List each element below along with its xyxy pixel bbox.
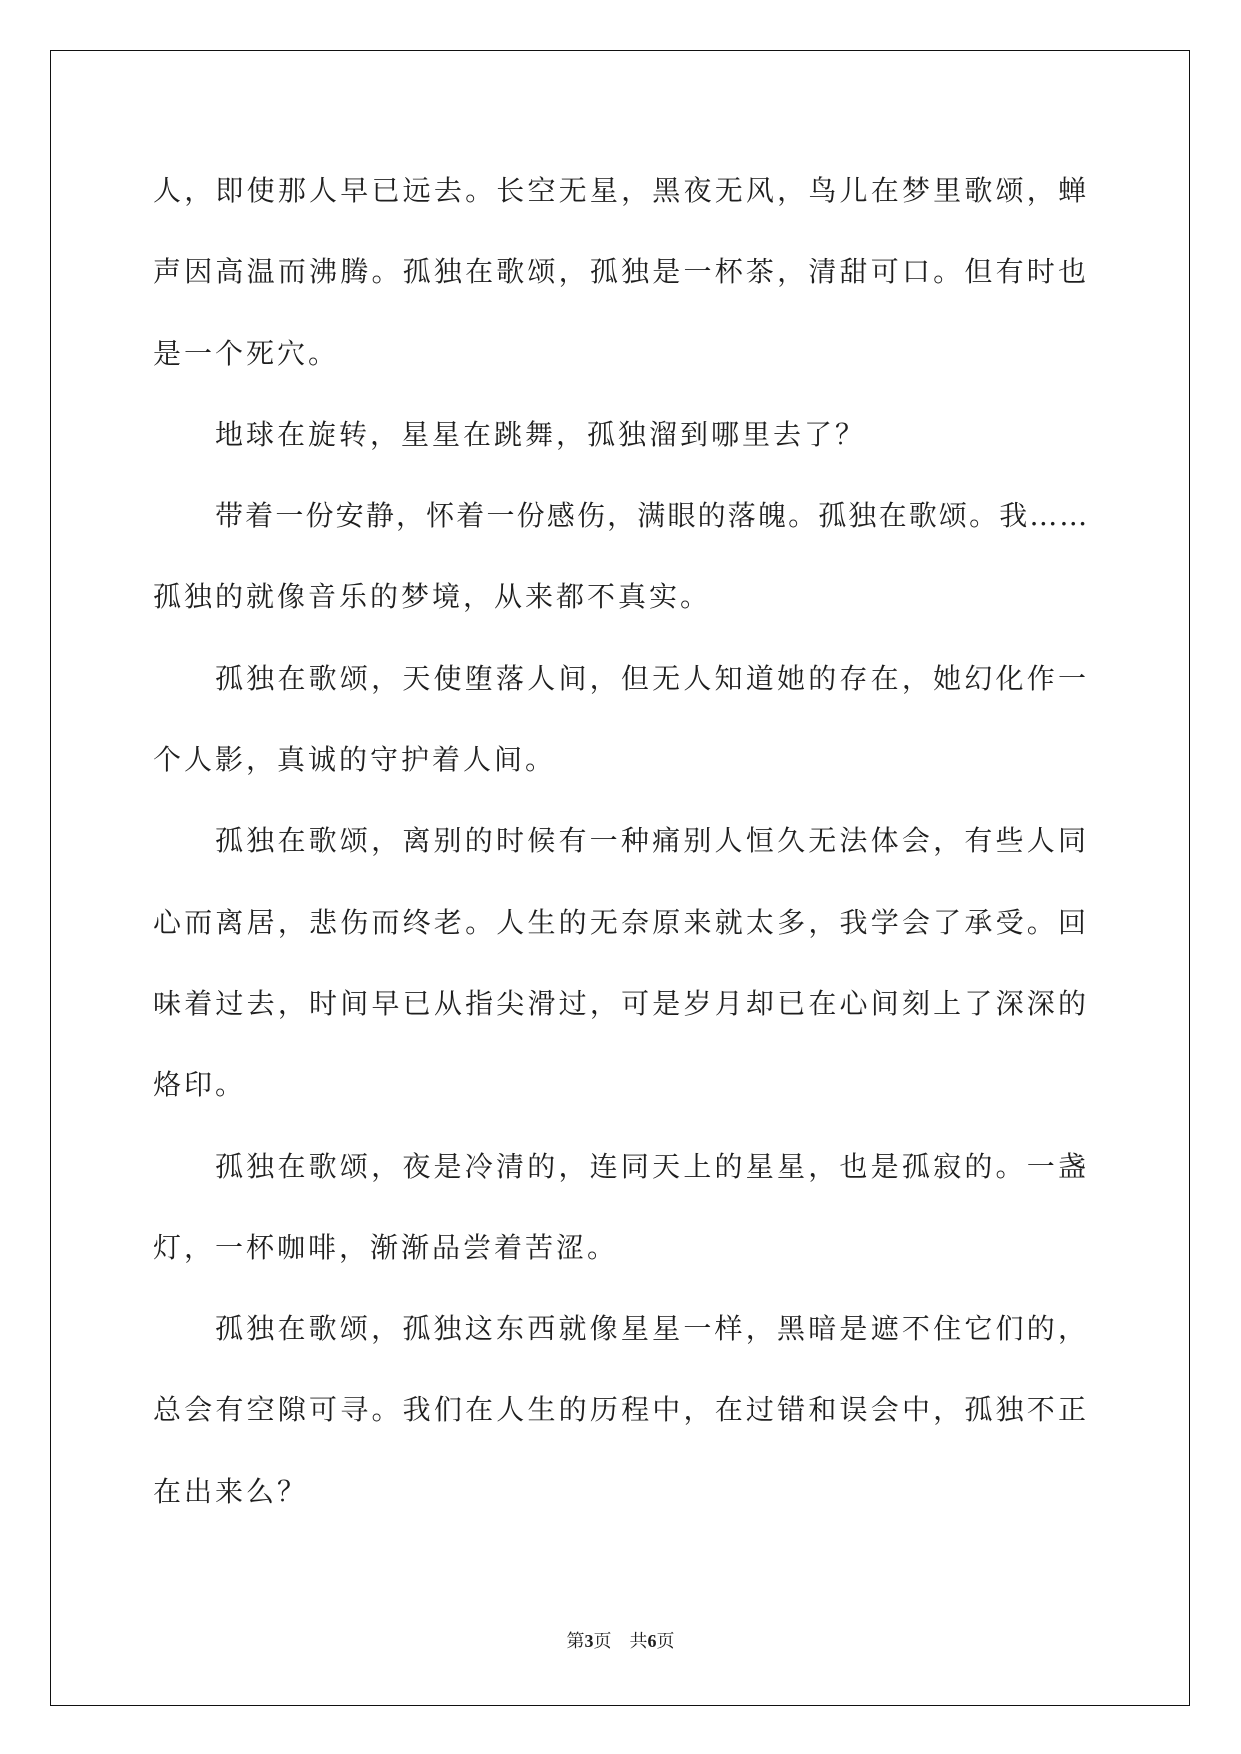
- body-line: 烙印。: [153, 1068, 247, 1102]
- body-line: 灯，一杯咖啡，渐渐品尝着苦涩。: [153, 1230, 619, 1264]
- body-line: 带着一份安静，怀着一份感伤，满眼的落魄。孤独在歌颂。我……: [215, 499, 1089, 533]
- body-line: 孤独在歌颂，孤独这东西就像星星一样，黑暗是遮不住它们的，: [215, 1312, 1089, 1346]
- body-line: 个人影，真诚的守护着人间。: [153, 743, 557, 777]
- page-total: 6: [647, 1631, 657, 1651]
- document-body: [153, 150, 1089, 1532]
- body-line: 是一个死穴。: [153, 336, 340, 370]
- body-line: 在出来么？: [153, 1474, 309, 1508]
- body-line: 味着过去，时间早已从指尖滑过，可是岁月却已在心间刻上了深深的: [153, 986, 1089, 1020]
- body-line: 孤独在歌颂，夜是冷清的，连同天上的星星，也是孤寂的。一盏: [215, 1149, 1089, 1183]
- page-total-suffix: 页: [656, 1631, 675, 1652]
- body-line: 人，即使那人早已远去。长空无星，黑夜无风，鸟儿在梦里歌颂，蝉: [153, 174, 1089, 207]
- body-line: 声因高温而沸腾。孤独在歌颂，孤独是一杯茶，清甜可口。但有时也: [153, 255, 1089, 289]
- page-number: 3: [584, 1631, 594, 1651]
- body-line: 心而离居，悲伤而终老。人生的无奈原来就太多，我学会了承受。回: [153, 905, 1089, 939]
- body-line: 孤独在歌颂，天使堕落人间，但无人知道她的存在，她幻化作一: [215, 661, 1089, 695]
- body-line: 孤独在歌颂，离别的时候有一种痛别人恒久无法体会，有些人同: [215, 824, 1089, 858]
- page-number-prefix: 第: [566, 1631, 585, 1652]
- page-footer: [0, 1628, 1241, 1655]
- body-line: 孤独的就像音乐的梦境，从来都不真实。: [153, 580, 712, 614]
- body-line: 总会有空隙可寻。我们在人生的历程中，在过错和误会中，孤独不正: [153, 1393, 1089, 1427]
- page-number-suffix: 页: [593, 1631, 612, 1652]
- page-total-prefix: 共: [629, 1631, 648, 1652]
- body-line: 地球在旋转，星星在跳舞，孤独溜到哪里去了？: [215, 417, 867, 451]
